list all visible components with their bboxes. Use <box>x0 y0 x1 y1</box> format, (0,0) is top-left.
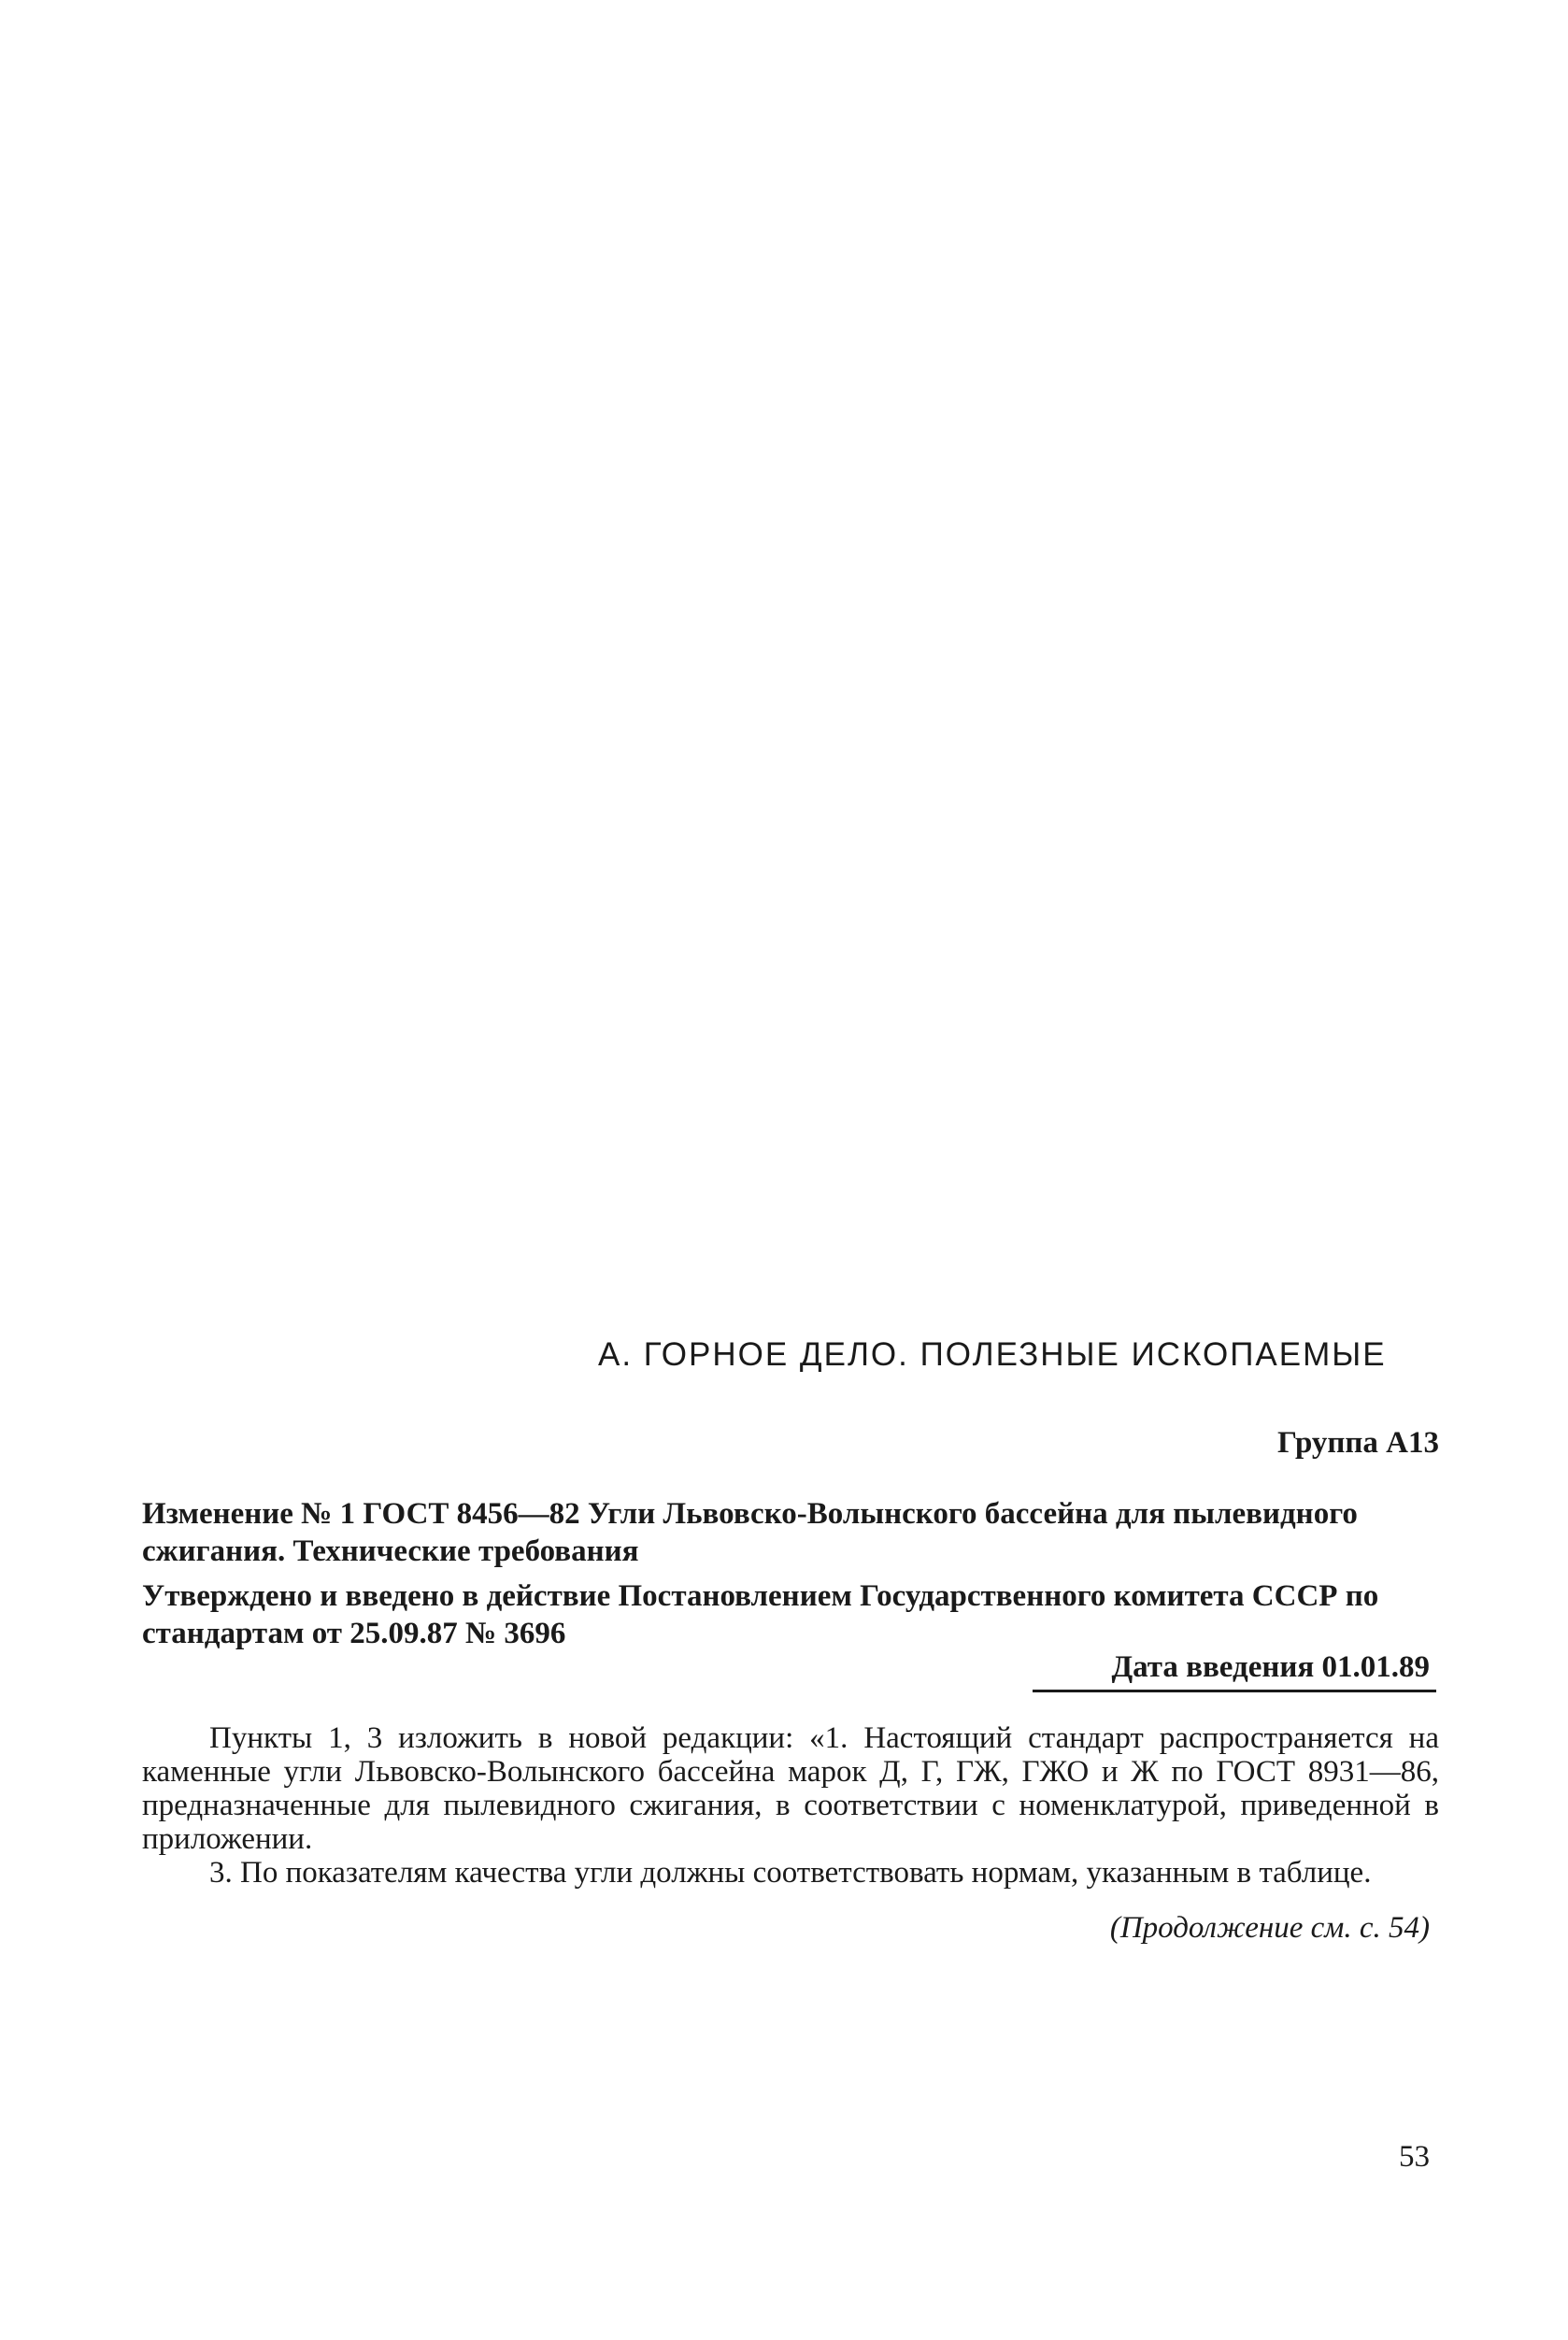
page-number: 53 <box>1399 2140 1430 2174</box>
approval-statement: Утверждено и введено в действие Постановлением Государственного комитета СССР по стандартам от 25.09.87 № 3696 <box>142 1579 1379 1650</box>
continuation-note: (Продолжение см. с. 54) <box>1109 1911 1430 1945</box>
date-underline <box>1033 1690 1436 1692</box>
paragraph-1: Пункты 1, 3 изложить в новой редакции: «1. Настоящий стандарт распространяется на каменные угли Львовско-Волынского бассейна марок Д, Г, ГЖ, ГЖО и Ж по ГОСТ 8931—86, предназначенные для пылевидного сжигания, в соответствии с номенклатурой, приведенной в приложении. <box>142 1721 1439 1856</box>
body-text <box>142 1721 1439 1890</box>
group-label: Группа А13 <box>1277 1426 1439 1460</box>
paragraph-2: 3. По показателям качества угли должны соответствовать нормам, указанным в таблице. <box>209 1856 1372 1890</box>
section-heading: А. ГОРНОЕ ДЕЛО. ПОЛЕЗНЫЕ ИСКОПАЕМЫЕ <box>598 1336 1387 1373</box>
introduction-date: Дата введения 01.01.89 <box>1111 1650 1430 1684</box>
amendment-title: Изменение № 1 ГОСТ 8456—82 Угли Львовско-Волынского бассейна для пылевидного сжигания. Технические требования <box>142 1497 1358 1568</box>
